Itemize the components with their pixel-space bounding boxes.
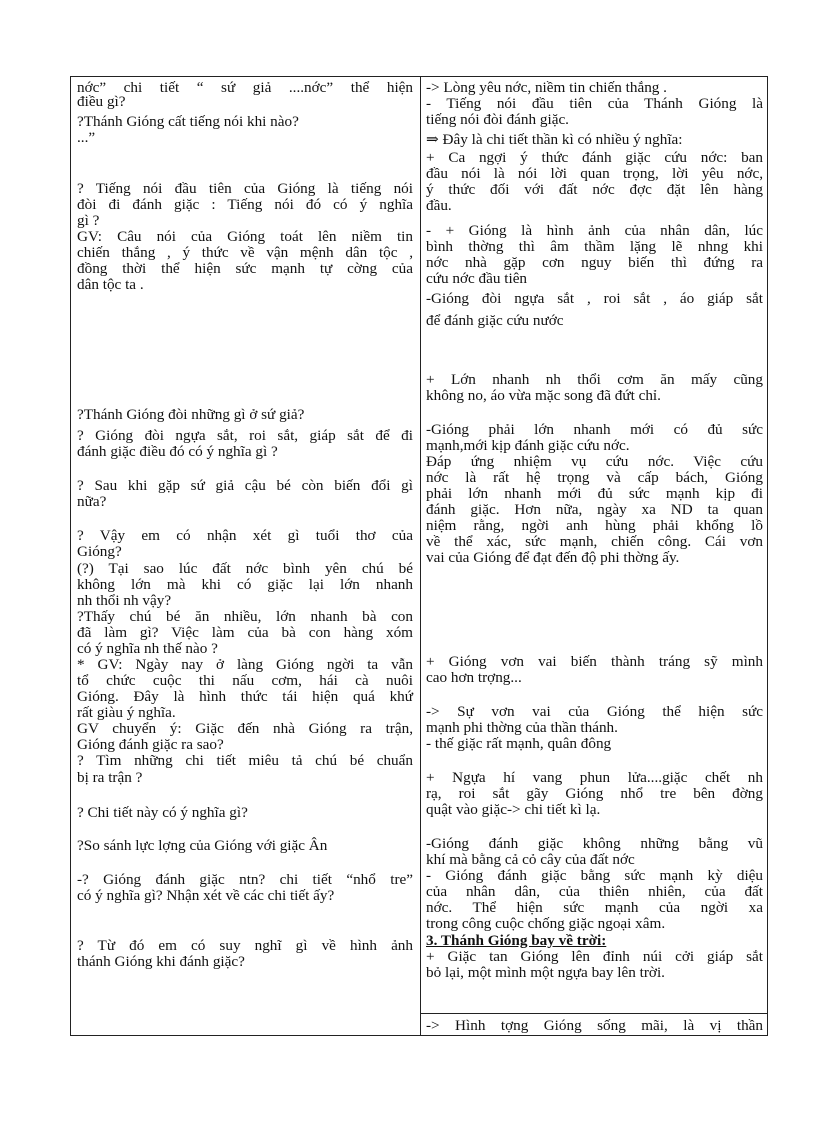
text-line: -> Lòng yêu nớc, niềm tin chiến thắng .: [426, 79, 667, 96]
text-line: nữa?: [77, 493, 107, 510]
text-line: ⇒ Đây là chi tiết thần kì có nhiều ý nghĩa:: [426, 131, 683, 148]
text-line: Gióng?: [77, 543, 122, 560]
text-line: cứu nớc đầu tiên: [426, 270, 528, 287]
text-line: vai của Gióng để đạt đến độ phi thờng ấy.: [426, 549, 680, 566]
text-line: nớc” chi tiết “ sứ giả ....nớc” thể hiện: [77, 79, 413, 96]
text-line: GV chuyển ý: Giặc đến nhà Gióng ra trận,: [77, 720, 413, 737]
text-line: mạnh,mới kịp đánh giặc cứu nớc.: [426, 437, 630, 454]
text-line: dân tộc ta .: [77, 276, 144, 293]
text-line: -> Sự vơn vai của Gióng thể hiện sức: [426, 703, 763, 720]
column-divider: [420, 77, 421, 1035]
teacher-questions-column: [77, 77, 413, 1035]
text-line: -Gióng đòi ngựa sắt , roi sắt , áo giáp sắt: [426, 290, 763, 307]
text-line: có ý nghĩa gì? Nhận xét về các chi tiết ấy?: [77, 887, 335, 904]
text-line: ?Thánh Gióng cất tiếng nói khi nào?: [77, 113, 299, 130]
text-line: ? Chi tiết này có ý nghĩa gì?: [77, 804, 248, 821]
text-line: nớc nhà gặp cơn nguy biến thì đứng ra: [426, 254, 763, 271]
text-line: để đánh giặc cứu nước: [426, 312, 564, 329]
text-line: ? Gióng đòi ngựa sắt, roi sắt, giáp sắt để đi: [77, 427, 413, 444]
text-line: tiếng nói đòi đánh giặc.: [426, 111, 569, 128]
text-line: - thế giặc rất mạnh, quân đông: [426, 735, 612, 752]
text-line: Gióng. Đây là hình thức tái hiện quá khứ: [77, 688, 413, 705]
text-line: đòi đi đánh giặc : Tiếng nói đó có ý nghĩa: [77, 196, 413, 213]
text-line: ?Thấy chú bé ăn nhiều, lớn nhanh bà con: [77, 608, 413, 625]
text-line: + Ngựa hí vang phun lửa....giặc chết nh: [426, 769, 763, 786]
section-heading: 3. Thánh Gióng bay về trời:: [426, 932, 607, 949]
text-line: ? Sau khi gặp sứ giả cậu bé còn biến đổi gì: [77, 477, 413, 494]
text-line: ý thức đối với đất nớc đợc đặt lên hàng: [426, 181, 763, 198]
text-line: đầu nói là nói lời quan trọng, lời yêu nớc,: [426, 165, 763, 182]
text-line: đồng thời thể hiện sức mạnh tự cờng của: [77, 260, 413, 277]
text-line: bị ra trận ?: [77, 769, 143, 786]
text-line: ...”: [77, 129, 96, 146]
text-line: mạnh phi thờng của thần thánh.: [426, 719, 618, 736]
text-line: nh thổi nh vậy?: [77, 592, 172, 609]
text-line: chiến thắng , ý thức về vận mệnh dân tộc ,: [77, 244, 413, 261]
text-line: Gióng đánh giặc ra sao?: [77, 736, 224, 753]
text-line: đánh giặc điều đó có ý nghĩa gì ?: [77, 443, 278, 460]
text-line: + Gióng vơn vai biến thành tráng sỹ mình: [426, 653, 763, 670]
text-line: nớc. Thể hiện sức mạnh của ngời xa: [426, 899, 763, 916]
text-line: bình thờng thì âm thầm lặng lẽ nhng khi: [426, 238, 763, 255]
text-line: - Tiếng nói đầu tiên của Thánh Gióng là: [426, 95, 763, 112]
text-line: Đáp ứng nhiệm vụ cứu nớc. Việc cứu: [426, 453, 763, 470]
text-line: GV: Câu nói của Gióng toát lên niềm tin: [77, 228, 413, 245]
text-line: + Ca ngợi ý thức đánh giặc cứu nớc: ban: [426, 149, 763, 166]
text-line: điều gì?: [77, 93, 126, 110]
text-line: * GV: Ngày nay ở làng Gióng ngời ta vẫn: [77, 656, 413, 673]
student-answers-column: [426, 77, 763, 1035]
text-line: ? Từ đó em có suy nghĩ gì về hình ảnh: [77, 937, 413, 954]
text-line: + Lớn nhanh nh thổi cơm ăn mấy cũng: [426, 371, 763, 388]
text-line: đầu.: [426, 197, 452, 214]
text-line: tổ chức cuộc thi nấu cơm, hái cà nuôi: [77, 672, 413, 689]
text-line: phải lớn nhanh mới đủ sức mạnh kịp đi: [426, 485, 763, 502]
text-line: - Gióng đánh giặc bằng sức mạnh kỳ diệu: [426, 867, 763, 884]
text-line: -Gióng đánh giặc không những bằng vũ: [426, 835, 763, 852]
text-line: + Giặc tan Gióng lên đỉnh núi cởi giáp sắt: [426, 948, 763, 965]
text-line: không no, áo vừa mặc song đã đứt chỉ.: [426, 387, 661, 404]
text-line: không lớn mà khi có giặc lại lớn nhanh: [77, 576, 413, 593]
text-line: -> Hình tợng Gióng sống mãi, là vị thần: [426, 1017, 763, 1034]
text-line: - + Gióng là hình ảnh của nhân dân, lúc: [426, 222, 763, 239]
text-line: bỏ lại, một mình một ngựa bay lên trời.: [426, 964, 665, 981]
text-line: nớc là rất hệ trọng và cấp bách, Gióng: [426, 469, 763, 486]
text-line: quật vào giặc-> chi tiết kì lạ.: [426, 801, 601, 818]
text-line: ?Thánh Gióng đòi những gì ở sứ giả?: [77, 406, 305, 423]
text-line: ? Vậy em có nhận xét gì tuổi thơ của: [77, 527, 413, 544]
text-line: thánh Gióng khi đánh giặc?: [77, 953, 245, 970]
text-line: khí mà bằng cả cỏ cây của đất nớc: [426, 851, 635, 868]
text-line: ? Tìm những chi tiết miêu tả chú bé chuẩn: [77, 752, 413, 769]
text-line: -? Gióng đánh giặc ntn? chi tiết “nhổ tre”: [77, 871, 413, 888]
text-line: về thể xác, sức mạnh, chiến công. Cái vơn: [426, 533, 763, 550]
text-line: -Gióng phải lớn nhanh mới có đủ sức: [426, 421, 763, 438]
text-line: của nhân dân, của thiên nhiên, của đất: [426, 883, 763, 900]
text-line: đánh giặc. Hơn nữa, ngày xa ND ta quan: [426, 501, 763, 518]
text-line: (?) Tại sao lúc đất nớc bình yên chú bé: [77, 560, 413, 577]
text-line: ?So sánh lực lợng của Gióng với giặc Ân: [77, 837, 328, 854]
text-line: gì ?: [77, 212, 100, 229]
text-line: rạ, roi sắt gãy Gióng nhổ tre bên đờng: [426, 785, 763, 802]
text-line: ? Tiếng nói đầu tiên của Gióng là tiếng nói: [77, 180, 413, 197]
text-line: rất giàu ý nghĩa.: [77, 704, 176, 721]
text-line: trong công cuộc chống giặc ngoại xâm.: [426, 915, 666, 932]
text-line: đã làm gì? Việc làm của bà con hàng xóm: [77, 624, 413, 641]
text-line: cao hơn trợng...: [426, 669, 522, 686]
lesson-table: [70, 76, 768, 1036]
text-line: niệm rằng, ngời anh hùng phải khổng lồ: [426, 517, 763, 534]
text-line: có ý nghĩa nh thế nào ?: [77, 640, 218, 657]
